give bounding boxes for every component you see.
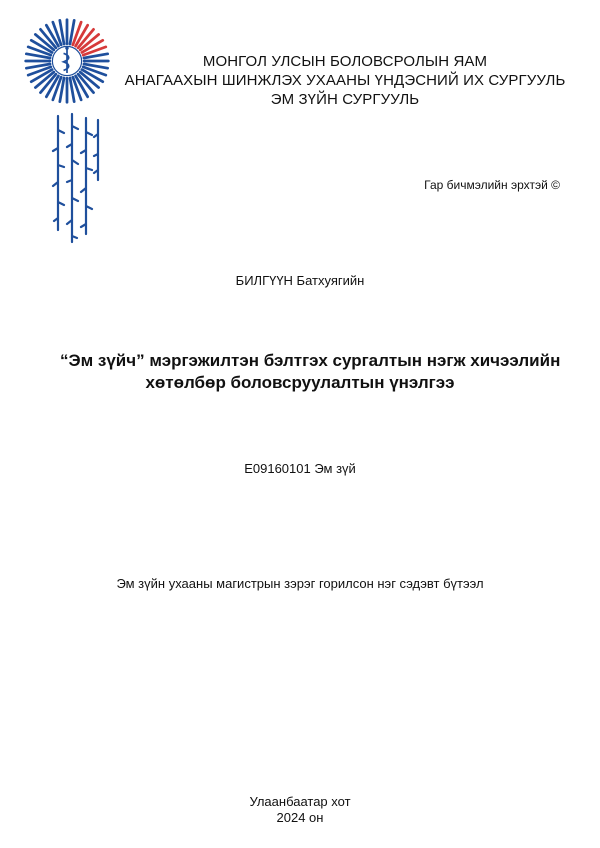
year: 2024 он <box>276 810 324 825</box>
specialty-code: E09160101 Эм зүй <box>244 461 356 476</box>
thesis-title-line-2: хөтөлбөр боловсруулалтын үнэлгээ <box>145 373 455 392</box>
city: Улаанбаатар хот <box>249 794 351 809</box>
thesis-title <box>60 350 561 394</box>
ministry-name: МОНГОЛ УЛСЫН БОЛОВСРОЛЫН ЯАМ <box>202 53 488 70</box>
thesis-title-line-1: “Эм зүйч” мэргэжилтэн бэлтгэх сургалтын нэгж хичээлийн <box>60 351 561 370</box>
university-name: АНАГААХЫН ШИНЖЛЭХ УХААНЫ ҮНДЭСНИЙ ИХ СУРГУУЛЬ <box>124 72 566 89</box>
institution-header <box>120 52 570 109</box>
copyright-notice: Гар бичмэлийн эрхтэй © <box>424 178 560 192</box>
author-name: БИЛГҮҮН Батхуягийн <box>235 273 365 288</box>
mongolian-script-emblem <box>50 110 102 250</box>
school-name: ЭМ ЗҮЙН СУРГУУЛЬ <box>270 91 420 108</box>
university-logo <box>24 18 110 104</box>
place-and-year <box>0 794 600 826</box>
degree-statement: Эм зүйн ухааны магистрын зэрэг горилсон нэг сэдэвт бүтээл <box>116 576 484 591</box>
